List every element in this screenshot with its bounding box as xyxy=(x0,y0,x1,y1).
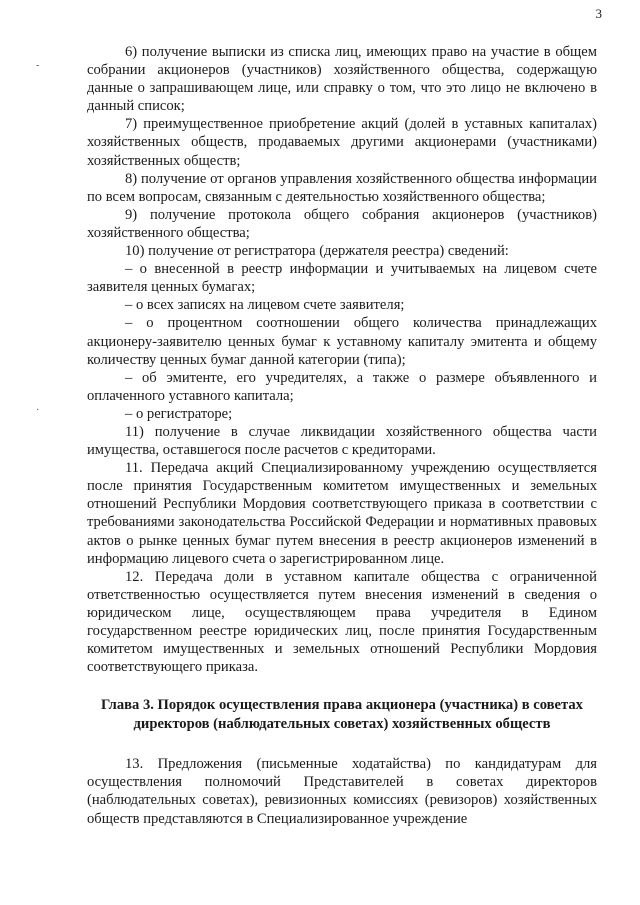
paragraph: 10) получение от регистратора (держателя реестра) сведений: xyxy=(125,243,509,260)
paragraph: 7) преимущественное приобретение акций (долей в уставных капиталах) хозяйственных обществ, продаваемых другими акционерами (участниками) хозяйственных обществ; xyxy=(87,116,597,169)
paragraph: 13. Предложения (письменные ходатайства) по кандидатурам для осуществления полномочий Представителей в советах директоров (наблюдательных советах), ревизионных комиссиях (ревизоров) хозяйственных обществ представляются в Специализированное учреждение xyxy=(87,756,597,827)
page-number: 3 xyxy=(595,6,602,21)
list-item: – об эмитенте, его учредителях, а также о размере объявленного и оплаченного уставного капитала; xyxy=(87,369,597,404)
list-item: – о регистраторе; xyxy=(125,405,233,422)
paragraph: 12. Передача доли в уставном капитале общества с ограниченной ответственностью осуществляется путем внесения изменений в сведения о юридическом лице, осуществляющем права учредителя в Едином государственном реестре юридических лиц, после принятия Государственным комитетом имущественных и земельных отношений Республики Мордовия соответствующего приказа. xyxy=(87,568,597,676)
document-body xyxy=(87,43,597,828)
list-item: – о процентном соотношении общего количества принадлежащих акционеру-заявителю ценных бумаг к уставному капиталу эмитента и общему количеству ценных бумаг данной категории (типа); xyxy=(87,315,597,368)
paragraph: 11. Передача акций Специализированному учреждению осуществляется после принятия Государственным комитетом имущественных и земельных отношений Республики Мордовия соответствующего приказа в соответствии с требованиями законодательства Российской Федерации и нормативных правовых актов о рынке ценных бумаг путем внесения в реестр акционеров изменений в информацию лицевого счета о зарегистрированном лице. xyxy=(87,460,597,567)
paragraph: 11) получение в случае ликвидации хозяйственного общества части имущества, оставшегося после расчетов с кредиторами. xyxy=(87,423,597,459)
paragraph: 6) получение выписки из списка лиц, имеющих право на участие в общем собрании акционеров (участников) хозяйственного общества, содержащую данные о запрашивающем лице, или справку о том, что это лицо не включено в данный список; xyxy=(87,44,597,115)
list-item: – о всех записях на лицевом счете заявителя; xyxy=(125,297,405,314)
chapter-heading: Глава 3. Порядок осуществления права акционера (участника) в советах директоров (наблюдательных советах) хозяйственных обществ xyxy=(101,697,583,732)
paragraph: 8) получение от органов управления хозяйственного общества информации по всем вопросам, связанным с деятельностью хозяйственного общества; xyxy=(87,170,597,205)
margin-mark: - xyxy=(36,60,40,71)
list-item: – о внесенной в реестр информации и учитываемых на лицевом счете заявителя ценных бумагах; xyxy=(87,261,597,296)
margin-mark: · xyxy=(36,405,40,416)
paragraph: 9) получение протокола общего собрания акционеров (участников) хозяйственного общества; xyxy=(87,206,597,241)
